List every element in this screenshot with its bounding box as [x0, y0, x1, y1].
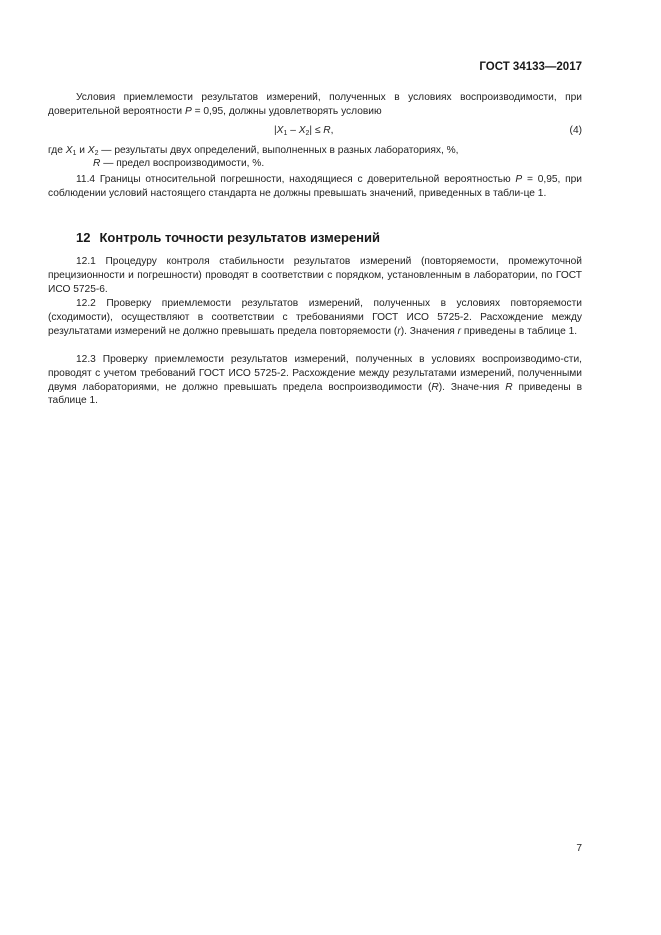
- text-span: — результаты двух определений, выполненных в разных лабораториях, %,: [98, 145, 459, 156]
- text-span: приведены в таблице 1.: [48, 381, 582, 407]
- where-r: R: [93, 158, 101, 169]
- paragraph-12-3-text: [48, 353, 582, 408]
- paragraph-11-4-text: [48, 173, 582, 201]
- variable-r-upper: R: [431, 381, 439, 393]
- variable-r: r: [457, 325, 462, 337]
- paragraph-11-3-line1: Условия приемлемости результатов измерений, полученных в условиях воспроизводимости, при: [76, 92, 582, 103]
- where-x1-sub: 1: [72, 150, 77, 157]
- text-span: доверительной вероятности: [48, 105, 185, 117]
- paragraph-11-4: [48, 173, 582, 201]
- section-heading-12: [76, 230, 380, 245]
- text-span: 12.2 Проверку приемлемости результатов измерений, полученных в условиях повторяемости (сходимости), осуществляют в соответствии с требованиями ГОСТ ИСО 5725-2. Расхождение между результатами измерений не должно превышать предела повторяемости (: [48, 298, 582, 337]
- text-span: 11.4 Границы относительной погрешности, находящиеся с доверительной вероятностью: [76, 174, 516, 185]
- formula-r: R: [323, 125, 331, 136]
- where-x2-sub: 2: [94, 150, 99, 157]
- formula-minus: –: [287, 125, 299, 136]
- where-line-2: [93, 157, 264, 171]
- paragraph-12-2: [48, 297, 582, 338]
- text-span: = 0,95, должны удовлетворять условию: [191, 105, 382, 117]
- formula-x1-sub: 1: [283, 130, 288, 137]
- formula-bar: |: [274, 125, 277, 136]
- text-span: 12.3 Проверку приемлемости результатов измерений, полученных в условиях воспроизводимо-сти, проводят с учетом требований ГОСТ ИСО 5725-2. Расхождение между результатами измерений, полученными двумя лабораториями, не должно превышать предела воспроизводимости (: [48, 354, 582, 393]
- section-title: Контроль точности результатов измерений: [99, 230, 380, 245]
- where-x1: X: [65, 145, 73, 156]
- where-line-1: [48, 144, 459, 158]
- text-span: где: [48, 145, 66, 156]
- formula-leq: | ≤: [309, 125, 324, 136]
- text-span: и: [76, 145, 88, 156]
- document-id: ГОСТ 34133—2017: [479, 61, 582, 73]
- variable-r-upper: R: [505, 381, 513, 393]
- formula-x2: X: [298, 125, 306, 136]
- text-span: ). Значения: [400, 325, 458, 337]
- text-span: — предел воспроизводимости, %.: [100, 158, 265, 169]
- variable-p: P: [184, 105, 192, 117]
- paragraph-11-3-line2: [48, 105, 582, 119]
- page-number: 7: [576, 843, 582, 854]
- paragraph-12-1: [48, 255, 582, 296]
- text-span: ). Значе-ния: [438, 381, 506, 393]
- text-span: = 0,95, при соблюдении условий настоящего стандарта не должны превышать значений, приведенных в табли-це 1.: [48, 174, 582, 199]
- paragraph-11-3: [48, 91, 582, 119]
- equation-number: (4): [569, 125, 582, 136]
- paragraph-12-1-text: 12.1 Процедуру контроля стабильности результатов измерений (повторяемости, промежуточной прецизионности и погрешности) проводят в соответствии с порядком, установленным в лаборатории, по ГОСТ ИСО 5725-6.: [48, 256, 582, 295]
- paragraph-12-2-text: [48, 297, 582, 338]
- text-span: приведены в таблице 1.: [461, 325, 578, 337]
- formula-comma: ,: [330, 125, 334, 136]
- variable-r: r: [397, 325, 401, 337]
- paragraph-12-3: [48, 353, 582, 408]
- formula-4: [274, 124, 334, 138]
- formula-x2-sub: 2: [305, 130, 310, 137]
- formula-x1: X: [276, 125, 284, 136]
- where-x2: X: [87, 145, 95, 156]
- section-number: 12: [76, 230, 91, 245]
- variable-p: P: [515, 174, 523, 185]
